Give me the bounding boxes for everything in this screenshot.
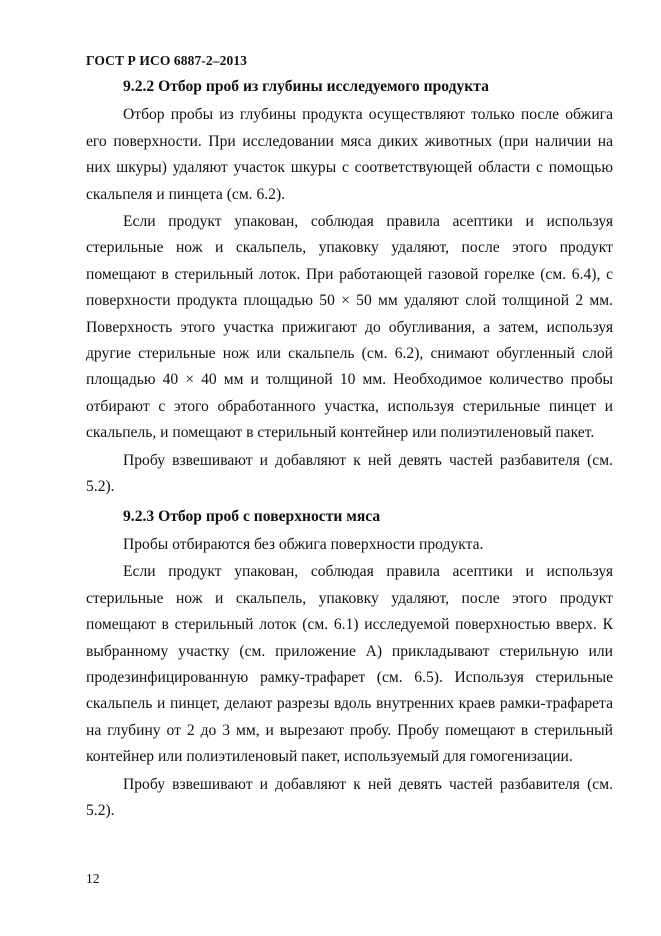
page-content — [86, 74, 613, 824]
paragraph: Пробу взвешивают и добавляют к ней девять частей разбавителя (см. 5.2). — [86, 775, 613, 819]
document-identifier: ГОСТ Р ИСО 6887-2–2013 — [86, 53, 247, 68]
paragraph: Если продукт упакован, соблюдая правила асептики и используя стерильные нож и скальпель, упаковку удаляют, после этого продукт помещают в стерильный лоток (см. 6.1) исследуемой поверхностью вверх. К выбранному участку (см. приложение А) прикладывают стерильную или продезинфицированную рамку-трафарет (см. 6.5). Используя стерильные скальпель и пинцет, делают разрезы вдоль внутренних краев рамки-трафарета на глубину от 2 до 3 мм, и вырезают пробу. Пробу помещают в стерильный контейнер или полиэтиленовый пакет, используемый для гомогенизации. — [86, 563, 613, 766]
paragraph: Если продукт упакован, соблюдая правила асептики и используя стерильные нож и скальпель, упаковку удаляют, после этого продукт помещают в стерильный лоток. При работающей газовой горелке (см. 6.4), с поверхности продукта площадью 50 × 50 мм удаляют слой толщиной 2 мм. Поверхность этого участка прижигают до обугливания, а затем, используя другие стерильные нож или скальпель (см. 6.2), снимают обугленный слой площадью 40 × 40 мм и толщиной 10 мм. Необходимое количество пробы отбирают с этого обработанного участка, используя стерильные пинцет и скальпель, и помещают в стерильный контейнер или полиэтиленовый пакет. — [86, 213, 613, 442]
page-number: 12 — [86, 871, 100, 886]
section-heading: 9.2.3 Отбор проб с поверхности мяса — [123, 507, 381, 525]
section-heading: 9.2.2 Отбор проб из глубины исследуемого продукта — [123, 78, 489, 95]
paragraph: Пробы отбираются без обжига поверхности продукта. — [123, 535, 484, 553]
paragraph: Пробу взвешивают и добавляют к ней девять частей разбавителя (см. 5.2). — [86, 451, 613, 496]
paragraph: Отбор пробы из глубины продукта осуществляют только после обжига его поверхности. При исследовании мяса диких животных (при наличии на них шкуры) удаляют участок шкуры с соответствующей области с помощью скальпеля и пинцета (см. 6.2). — [86, 106, 613, 203]
